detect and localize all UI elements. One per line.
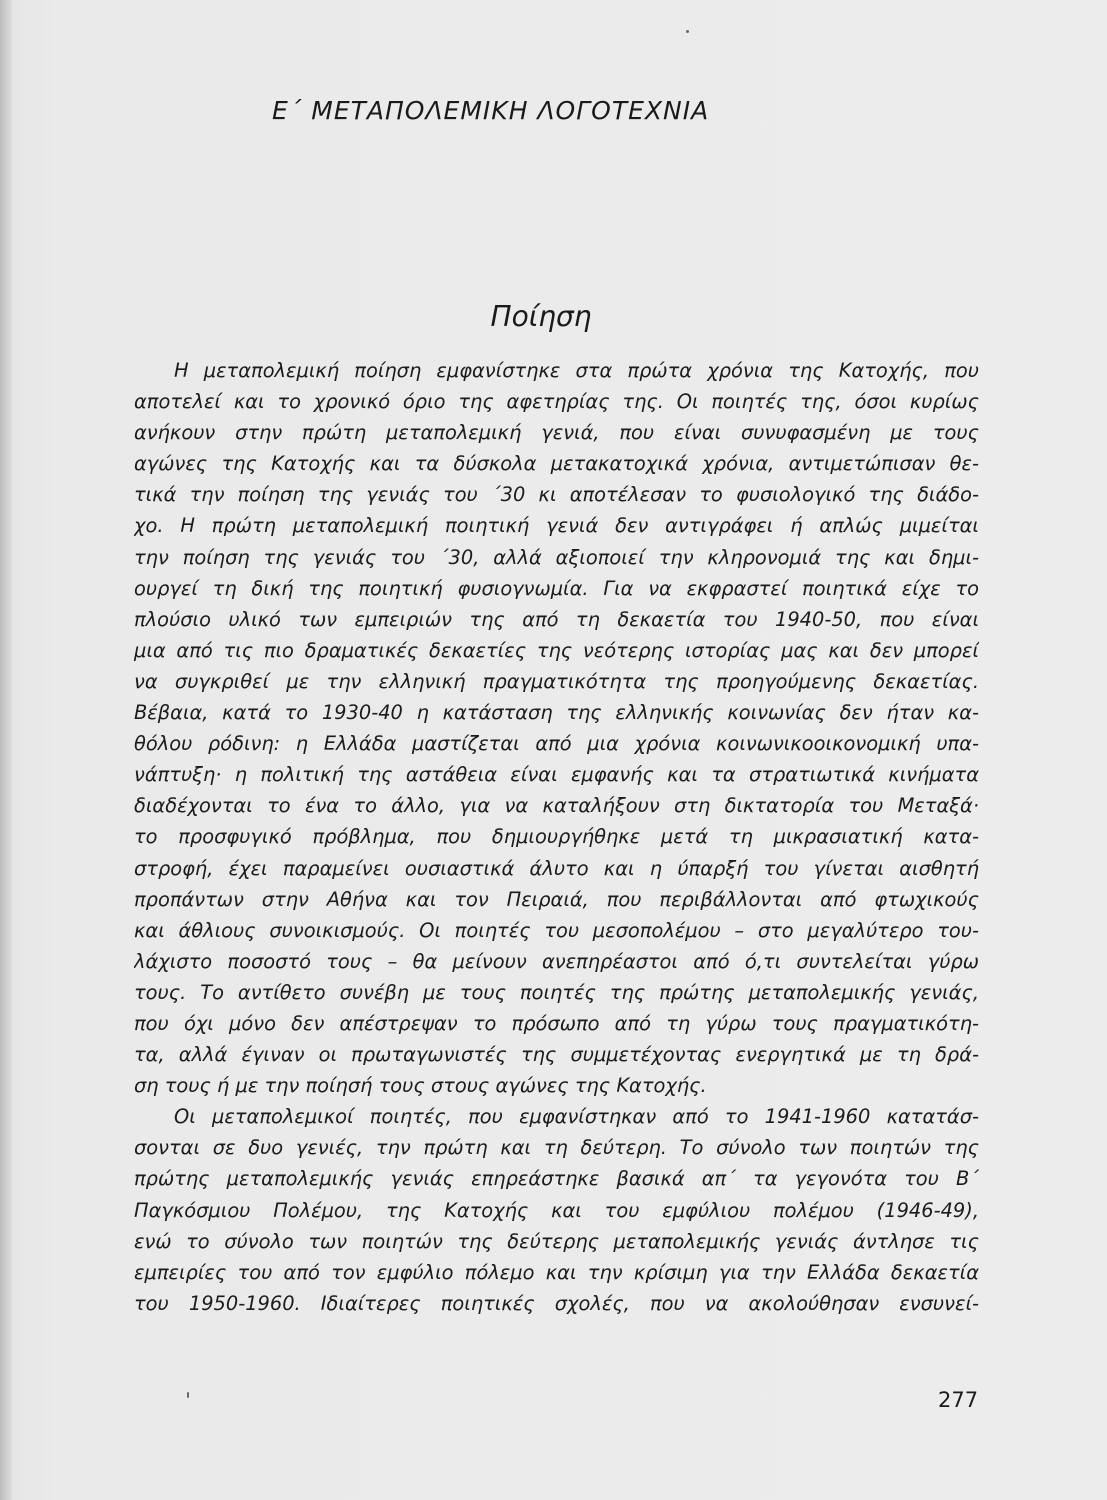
text-line: ση τους ή με την ποίησή τους στους αγώνες της Κατοχής.: [134, 1074, 707, 1098]
text-line: αγώνες της Κατοχής και τα δύσκολα μετακατοχικά χρόνια, αντιμετώπισαν θε-: [134, 452, 979, 476]
text-line: θόλου ρόδινη: η Ελλάδα μαστίζεται από μια χρόνια κοινωνικοοικονομική υπα-: [134, 732, 979, 756]
text-line: πλούσιο υλικό των εμπειριών της από τη δεκαετία του 1940-50, που είναι: [134, 607, 979, 631]
text-line: εμπειρίες του από τον εμφύλιο πόλεμο και την κρίσιμη για την Ελλάδα δεκαετία: [134, 1260, 979, 1284]
text-line: Παγκόσμιου Πολέμου, της Κατοχής και του εμφύλιου πολέμου (1946-49),: [134, 1198, 979, 1222]
paper-speck: [187, 1392, 189, 1398]
text-line: τικά την ποίηση της γενιάς του ΄30 κι αποτέλεσαν το φυσιολογικό της διάδο-: [134, 483, 979, 507]
text-line: και άθλιους συνοικισμούς. Οι ποιητές του μεσοπολέμου – στο μεγαλύτερο του-: [134, 918, 979, 942]
text-line: Η μεταπολεμική ποίηση εμφανίστηκε στα πρώτα χρόνια της Κατοχής, που: [174, 359, 979, 382]
text-line: προπάντων στην Αθήνα και τον Πειραιά, που περιβάλλονται από φτωχικούς: [134, 887, 979, 911]
text-line: διαδέχονται το ένα το άλλο, για να καταλήξουν στη δικτατορία του Μεταξά·: [134, 794, 979, 818]
text-line: Βέβαια, κατά το 1930-40 η κατάσταση της ελληνικής κοινωνίας δεν ήταν κα-: [134, 701, 979, 725]
chapter-title: Ε΄ ΜΕΤΑΠΟΛΕΜΙΚΗ ΛΟΓΟΤΕΧΝΙΑ: [272, 96, 710, 125]
text-line: Οι μεταπολεμικοί ποιητές, που εμφανίστηκαν από το 1941-1960 κατατάσ-: [174, 1105, 979, 1129]
text-line: που όχι μόνο δεν απέστρεψαν το πρόσωπο από τη γύρω τους πραγματικότη-: [134, 1011, 979, 1035]
text-line: ενώ το σύνολο των ποιητών της δεύτερης μεταπολεμικής γενιάς άντλησε τις: [134, 1229, 979, 1253]
paragraph-1: [134, 355, 979, 1101]
text-line: την ποίηση της γενιάς του ΄30, αλλά αξιοποιεί την κληρονομιά της και δημι-: [134, 545, 979, 569]
page-number: 277: [938, 1388, 979, 1412]
text-line: μια από τις πιο δραματικές δεκαετίες της νεότερης ιστορίας μας και δεν μπορεί: [134, 638, 979, 662]
section-title: Ποίηση: [490, 300, 592, 333]
paper-speck: [686, 30, 689, 33]
text-line: λάχιστο ποσοστό τους – θα μείνουν ανεπηρέαστοι από ό,τι συντελείται γύρω: [134, 949, 979, 973]
text-line: στροφή, έχει παραμείνει ουσιαστικά άλυτο και η ύπαρξή του γίνεται αισθητή: [134, 856, 979, 880]
text-line: νάπτυξη· η πολιτική της αστάθεια είναι εμφανής και τα στρατιωτικά κινήματα: [134, 763, 979, 787]
text-line: αποτελεί και το χρονικό όριο της αφετηρίας της. Οι ποιητές της, όσοι κυρίως: [134, 390, 979, 414]
text-line: τους. Το αντίθετο συνέβη με τους ποιητές της πρώτης μεταπολεμικής γενιάς,: [134, 980, 979, 1004]
text-line: ουργεί τη δική της ποιητική φυσιογνωμία. Για να εκφραστεί ποιητικά είχε το: [134, 576, 979, 600]
text-line: το προσφυγικό πρόβλημα, που δημιουργήθηκε μετά τη μικρασιατική κατα-: [134, 825, 979, 849]
text-line: χο. Η πρώτη μεταπολεμική ποιητική γενιά δεν αντιγράφει ή απλώς μιμείται: [134, 514, 979, 538]
binding-shadow: [0, 0, 12, 1500]
text-line: τα, αλλά έγιναν οι πρωταγωνιστές της συμμετέχοντας ενεργητικά με τη δρά-: [134, 1043, 979, 1067]
text-line: σονται σε δυο γενιές, την πρώτη και τη δεύτερη. Το σύνολο των ποιητών της: [134, 1136, 979, 1160]
text-line: να συγκριθεί με την ελληνική πραγματικότητα της προηγούμενης δεκαετίας.: [134, 669, 979, 693]
text-line: πρώτης μεταπολεμικής γενιάς επηρεάστηκε βασικά απ΄ τα γεγονότα του Β΄: [134, 1167, 979, 1191]
text-line: ανήκουν στην πρώτη μεταπολεμική γενιά, που είναι συνυφασμένη με τους: [134, 421, 979, 445]
body-text: [134, 355, 979, 1319]
paragraph-2: [134, 1101, 979, 1319]
text-line: του 1950-1960. Ιδιαίτερες ποιητικές σχολές, που να ακολούθησαν ενσυνεί-: [134, 1291, 979, 1315]
